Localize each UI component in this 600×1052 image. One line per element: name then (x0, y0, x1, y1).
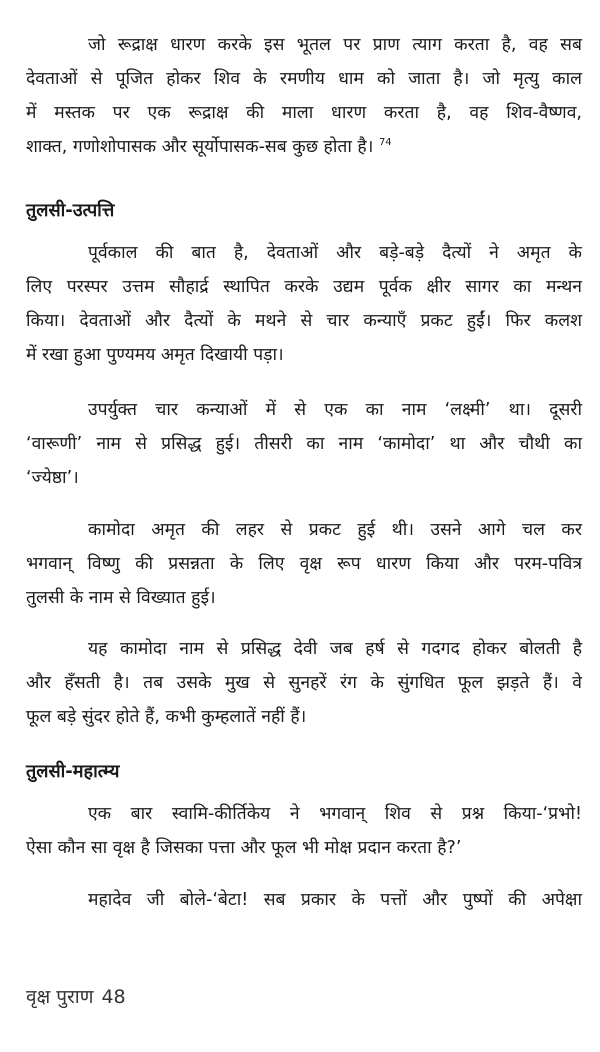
paragraph-mahadev-reply (26, 883, 582, 917)
text-line: किया। देवताओं और दैत्यों के मथने से चार कन्याएँ प्रकट हुईं। फिर कलश (26, 311, 582, 331)
paragraph-four-maidens (26, 393, 582, 495)
text-line: जो रूद्राक्ष धारण करके इस भूतल पर प्राण त्याग करता है, वह सब (88, 35, 582, 55)
text-line: देवताओं से पूजित होकर शिव के रमणीय धाम को जाता है। जो मृत्यु काल (26, 69, 582, 89)
page-footer (26, 983, 126, 1009)
text-line: ‘वारूणी’ नाम से प्रसिद्ध हुई। तीसरी का नाम ‘कामोदा’ था और चौथी का (26, 434, 582, 454)
text-line: में मस्तक पर एक रूद्राक्ष की माला धारण करता है, वह शिव-वैष्णव, (26, 103, 582, 123)
paragraph-golden-flowers (26, 632, 582, 734)
text-line: कामोदा अमृत की लहर से प्रकट हुई थी। उसने आगे चल कर (88, 520, 582, 540)
text-line: महादेव जी बोले-‘बेटा! सब प्रकार के पत्तों और पुष्पों की अपेक्षा (88, 890, 582, 910)
text-line: उपर्युक्त चार कन्याओं में से एक का नाम ‘लक्ष्मी’ था। दूसरी (88, 400, 582, 420)
text-line: लिए परस्पर उत्तम सौहार्द्र स्थापित करके उद्यम पूर्वक क्षीर सागर का मन्थन (26, 277, 582, 297)
page-number: 48 (101, 986, 126, 1008)
paragraph-kartikeya-question (26, 797, 582, 865)
footnote-marker: 74 (378, 137, 392, 149)
text-line: एक बार स्वामि-कीर्तिकेय ने भगवान् शिव से प्रश्न किया-‘प्रभो! (88, 804, 582, 824)
text-line: पूर्वकाल की बात है, देवताओं और बड़े-बड़े दैत्यों ने अमृत के (88, 243, 582, 263)
text-line: फूल बड़े सुंदर होते हैं, कभी कुम्हलातें नहीं हैं। (26, 707, 307, 727)
text-line: तुलसी के नाम से विख्यात हुई। (26, 588, 216, 608)
paragraph-churning (26, 236, 582, 372)
paragraph-rudraksha (26, 28, 582, 164)
text-line: ऐसा कौन सा वृक्ष है जिसका पत्ता और फूल भी मोक्ष प्रदान करता है?’ (26, 838, 462, 858)
text-line: यह कामोदा नाम से प्रसिद्ध देवी जब हर्ष से गदगद होकर बोलती है (88, 639, 582, 659)
book-title: वृक्ष पुराण (26, 986, 94, 1008)
text-line: और हँसती है। तब उसके मुख से सुनहरें रंग के सुंगधित फूल झड़ते हैं। वे (26, 673, 582, 693)
text-line-content: शाक्त, गणोशोपासक और सूर्योपासक-सब कुछ होता है। (26, 137, 374, 157)
text-line: ‘ज्येष्ठा’। (26, 468, 79, 488)
paragraph-kamoda (26, 513, 582, 615)
section-heading-tulsi-glory: तुलसी-महात्म्य (26, 761, 120, 782)
text-line (26, 130, 582, 164)
section-heading-tulsi-origin: तुलसी-उत्पत्ति (26, 200, 115, 221)
text-line: में रखा हुआ पुण्यमय अमृत दिखायी पड़ा। (26, 345, 284, 365)
text-line: भगवान् विष्णु की प्रसन्नता के लिए वृक्ष रूप धारण किया और परम-पवित्र (26, 554, 582, 574)
